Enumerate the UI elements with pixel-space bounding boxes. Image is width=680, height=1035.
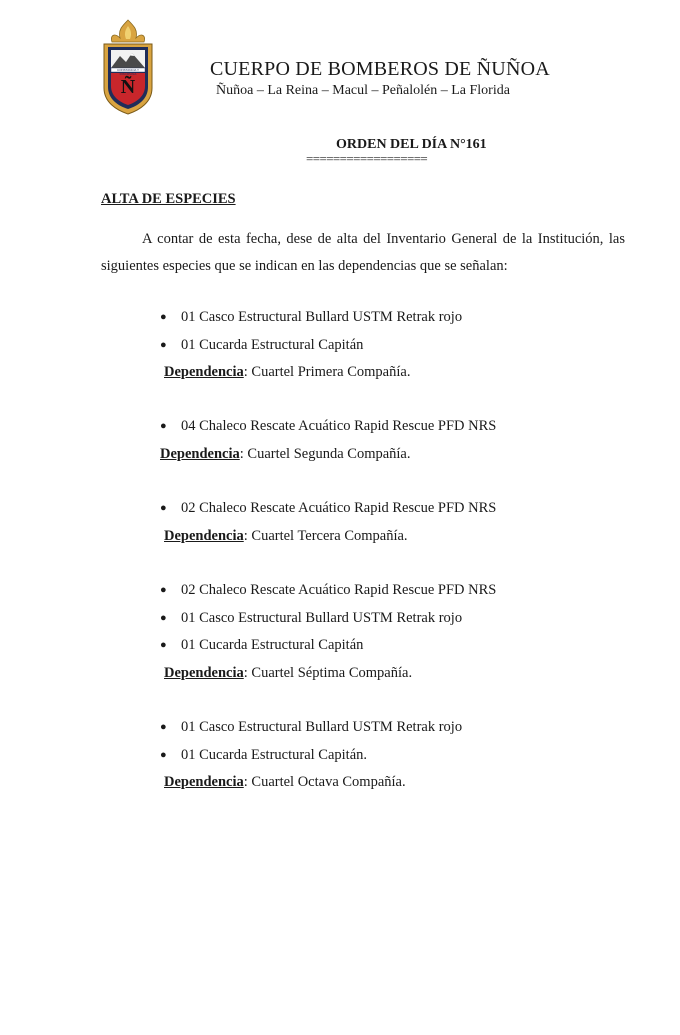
dependency-label: Dependencia <box>164 527 244 544</box>
dependency-line <box>164 660 496 688</box>
dependency-value: : Cuartel Segunda Compañía. <box>239 445 411 462</box>
bullet-icon: ● <box>160 611 167 624</box>
inventory-group-tercera <box>160 495 496 550</box>
list-item: ● 01 Cucarda Estructural Capitán <box>160 332 462 360</box>
dependency-label: Dependencia <box>160 445 240 462</box>
inventory-group-segunda <box>160 413 496 468</box>
order-of-the-day-title: ORDEN DEL DÍA N°161 <box>336 137 487 152</box>
bullet-icon: ● <box>160 721 167 733</box>
dependency-label: Dependencia <box>164 664 244 681</box>
list-item: ● 01 Casco Estructural Bullard USTM Retrak rojo <box>160 714 462 742</box>
organization-title: CUERPO DE BOMBEROS DE ÑUÑOA <box>210 58 550 80</box>
section-heading: ALTA DE ESPECIES <box>101 191 236 207</box>
dependency-label: Dependencia <box>164 774 244 790</box>
list-item: ● 02 Chaleco Rescate Acuático Rapid Rescue PFD NRS <box>160 495 496 523</box>
inventory-group-octava <box>160 714 462 797</box>
organization-communes: Ñuñoa – La Reina – Macul – Peñalolén – La Florida <box>216 83 510 98</box>
list-item: ● 01 Casco Estructural Bullard USTM Retrak rojo <box>160 605 496 633</box>
dependency-label: Dependencia <box>164 364 244 380</box>
list-item: ● 01 Casco Estructural Bullard USTM Retrak rojo <box>160 304 462 332</box>
list-item: ● 01 Cucarda Estructural Capitán <box>160 632 496 660</box>
bullet-icon: ● <box>160 502 167 514</box>
bullet-icon: ● <box>160 420 167 432</box>
bullet-icon: ● <box>160 338 167 351</box>
inventory-group-primera <box>160 304 462 387</box>
bullet-icon: ● <box>160 584 167 596</box>
list-item: ● 02 Chaleco Rescate Acuático Rapid Rescue PFD NRS <box>160 577 496 605</box>
crest-banner-text: CONSTANCIA Y DISCIPLINA <box>116 68 140 76</box>
dependency-line <box>164 523 496 551</box>
dependency-line <box>160 441 496 469</box>
crest-letter: Ñ <box>120 76 136 98</box>
bullet-icon: ● <box>160 748 167 761</box>
dependency-value: : Cuartel Primera Compañía. <box>243 364 411 380</box>
fire-department-crest-logo <box>100 18 156 116</box>
bullet-icon: ● <box>160 311 167 323</box>
intro-paragraph: A contar de esta fecha, dese de alta del Inventario General de la Institución, las siguientes especies que se indican en las dependencias que se señalan: <box>101 231 625 274</box>
title-double-rule: ================== <box>306 151 428 166</box>
list-item: ● 04 Chaleco Rescate Acuático Rapid Rescue PFD NRS <box>160 413 496 441</box>
dependency-value: : Cuartel Octava Compañía. <box>243 774 406 790</box>
dependency-line <box>164 769 462 797</box>
inventory-group-septima <box>160 577 496 687</box>
bullet-icon: ● <box>160 639 167 651</box>
dependency-line <box>164 359 462 387</box>
dependency-value: : Cuartel Tercera Compañía. <box>243 527 408 544</box>
list-item: ● 01 Cucarda Estructural Capitán. <box>160 742 462 770</box>
dependency-value: : Cuartel Séptima Compañía. <box>243 664 413 681</box>
